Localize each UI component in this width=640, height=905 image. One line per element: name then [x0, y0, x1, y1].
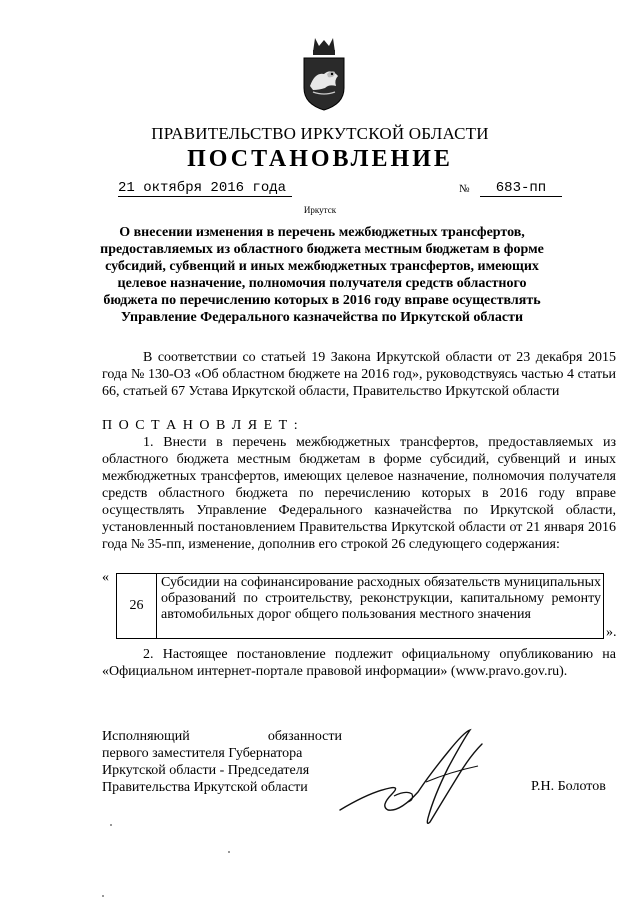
government-name: ПРАВИТЕЛЬСТВО ИРКУТСКОЙ ОБЛАСТИ [151, 124, 489, 143]
document-number: 683-пп [480, 180, 562, 197]
row-text: Субсидии на софинансирование расходных обязательств муниципальных образований по строительству, реконструкции, капитальному ремонту автомобильных дорог общего пользования местного значения [161, 575, 601, 622]
position-line-1a: Исполняющий [102, 729, 190, 744]
row-number: 26 [117, 574, 157, 638]
amendment-table [116, 573, 604, 639]
document-title: О внесении изменения в перечень межбюджетных трансфертов, предоставляемых из областного бюджета местным бюджетам в форме субсидий, субвенций и иных межбюджетных трансфертов, имеющих целевое назначение, полномочия получателя средств областного бюджета по перечислению которых в 2016 году вправе осуществлять Управление Федерального казначейства по Иркутской области [100, 225, 544, 325]
position-line-4: Правительства Иркутской области [102, 780, 308, 795]
signatory-name: Р.Н. Болотов [531, 779, 606, 794]
scan-speck [102, 895, 104, 897]
scan-speck [110, 824, 112, 826]
clause-2-paragraph: 2. Настоящее постановление подлежит официальному опубликованию на «Официальном интернет-портале правовой информации» (www.pravo.gov.ru). [102, 647, 616, 679]
number-sign: № [459, 183, 470, 195]
clause-1-paragraph: 1. Внести в перечень межбюджетных трансфертов, предоставляемых из областного бюджета местным бюджетам в форме субсидий, субвенций и иных межбюджетных трансфертов, имеющих целевое назначение, полномочия получателя средств областного бюджета по перечислению которых в 2016 году вправе осуществлять Управление Федерального казначейства по Иркутской области, установленный постановлением Правительства Иркутской области от 21 января 2016 года № 35-пп, изменение, дополнив его строкой 26 следующего содержания: [102, 435, 616, 552]
position-line-3: Иркутской области - Председателя [102, 763, 310, 778]
quote-open: « [102, 570, 109, 585]
document-city: Иркутск [303, 205, 337, 215]
quote-close: ». [606, 625, 617, 640]
scan-speck [228, 851, 230, 853]
position-line-1b: обязанности [267, 729, 342, 744]
signatory-position [102, 728, 342, 796]
document-type: ПОСТАНОВЛЕНИЕ [187, 146, 453, 172]
handwritten-signature [330, 722, 500, 832]
preamble-paragraph: В соответствии со статьей 19 Закона Иркутской области от 23 декабря 2015 года № 130-ОЗ «Об областном бюджете на 2016 год», руководствуясь частью 4 статьи 66, статьей 67 Устава Иркутской области, Правительство Иркутской области [102, 350, 616, 399]
coat-of-arms-emblem [301, 36, 347, 112]
document-date: 21 октября 2016 года [118, 180, 292, 197]
position-line-2: первого заместителя Губернатора [102, 746, 303, 761]
amendment-row [102, 569, 617, 640]
resolves-heading: П О С Т А Н О В Л Я Е Т : [102, 418, 300, 433]
